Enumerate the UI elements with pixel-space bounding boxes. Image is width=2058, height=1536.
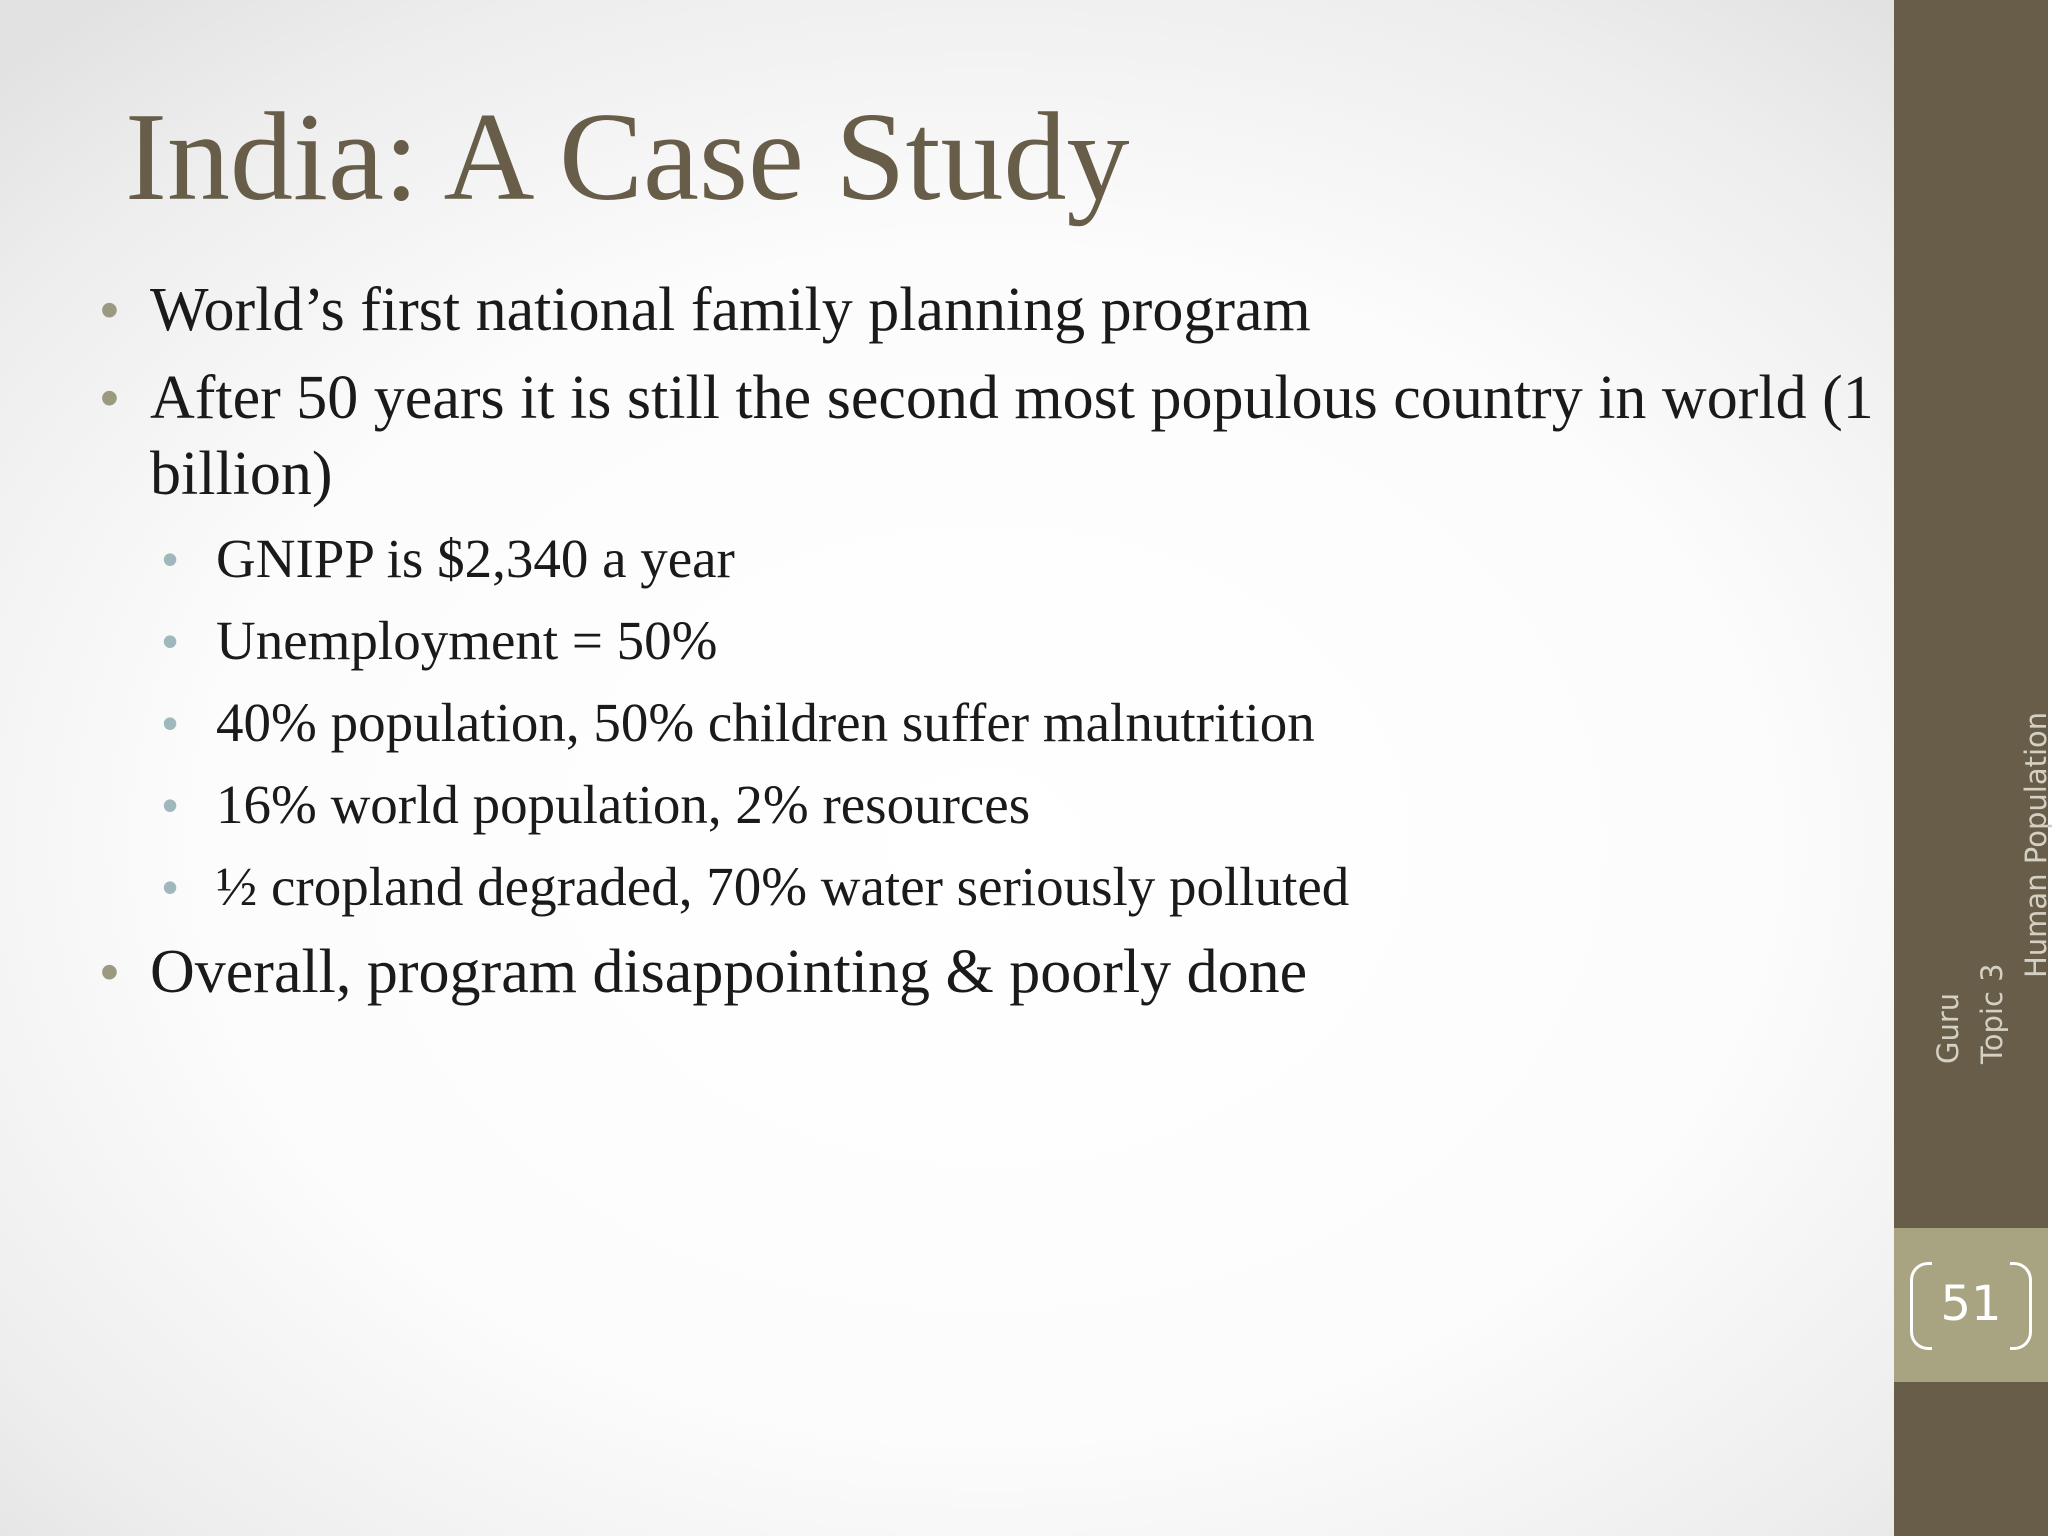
bullet-item	[96, 360, 1886, 512]
sub-bullet-dot-icon: •	[162, 779, 179, 831]
bullet-text: World’s first national family planning program	[150, 276, 1311, 344]
sidebar-topic: Topic 3	[1975, 963, 2009, 1064]
page-number: 51	[1940, 1276, 2002, 1332]
slide-title: India: A Case Study	[125, 88, 1130, 227]
sub-bullet-text: 16% world population, 2% resources	[216, 774, 1031, 835]
sub-bullet-item	[96, 688, 1886, 758]
sidebar-subject: Human Population	[2019, 711, 2053, 978]
sub-bullet-item	[96, 524, 1886, 594]
page-number-box	[1894, 1228, 2048, 1382]
bullet-dot-icon: •	[100, 942, 119, 1002]
bullet-item	[96, 272, 1886, 348]
sub-bullet-text: GNIPP is $2,340 a year	[216, 528, 735, 589]
bullet-dot-icon: •	[100, 280, 119, 340]
sub-bullet-text: 40% population, 50% children suffer malnutrition	[216, 692, 1315, 753]
sub-bullet-text: ½ cropland degraded, 70% water seriously polluted	[216, 856, 1350, 917]
sub-bullet-item	[96, 606, 1886, 676]
bullet-text: After 50 years it is still the second most populous country in world (1 billion)	[150, 364, 1874, 508]
sub-bullet-item	[96, 852, 1886, 922]
bullet-text: Overall, program disappointing & poorly done	[150, 938, 1308, 1006]
sidebar-author: Guru	[1931, 992, 1965, 1064]
sub-bullet-dot-icon: •	[162, 615, 179, 667]
bullet-dot-icon: •	[100, 368, 119, 428]
sub-bullet-dot-icon: •	[162, 861, 179, 913]
sidebar-footer-text	[1926, 712, 2058, 1064]
bullet-item	[96, 934, 1886, 1010]
sub-bullet-dot-icon: •	[162, 697, 179, 749]
sub-bullet-text: Unemployment = 50%	[216, 610, 718, 671]
sub-bullet-dot-icon: •	[162, 533, 179, 585]
bullet-list	[96, 272, 1886, 1022]
sub-bullet-item	[96, 770, 1886, 840]
right-bracket-icon	[2010, 1262, 2032, 1350]
